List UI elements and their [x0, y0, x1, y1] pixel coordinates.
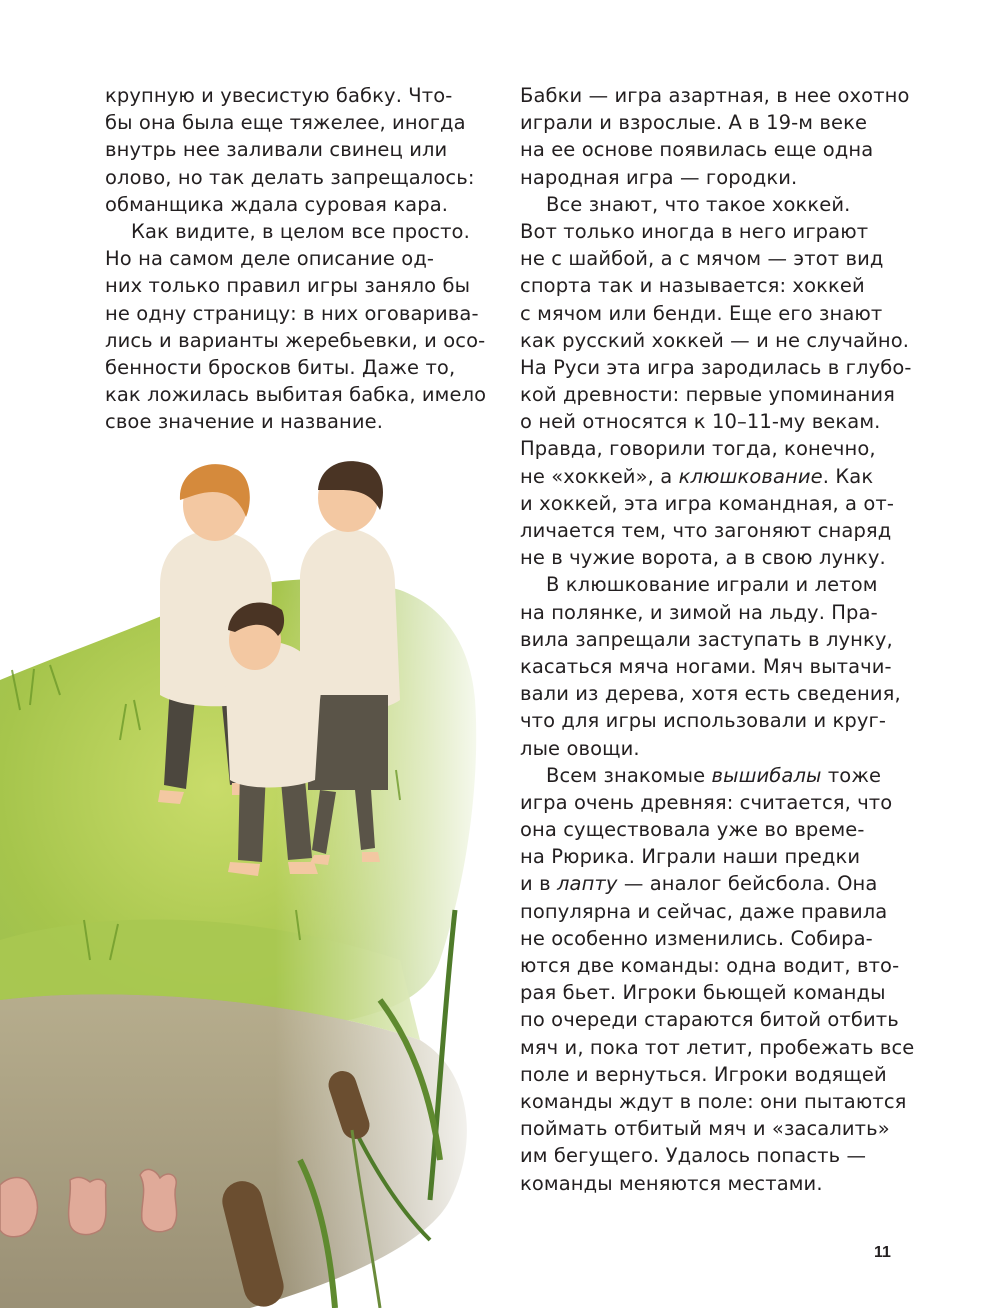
- text-line: с мячом или бенди. Еще его знают: [520, 301, 883, 325]
- text-line: спорта так и называется: хоккей: [520, 274, 865, 298]
- text-line: мяч и, пока тот летит, пробежать все: [520, 1035, 915, 1059]
- text-line: на Рюрика. Играли наши предки: [520, 845, 861, 869]
- text-line: команды меняются местами.: [520, 1171, 823, 1195]
- text-line: популярна и сейчас, даже правила: [520, 899, 888, 923]
- boys-playing-illustration: [0, 440, 500, 1308]
- text-line: Вот только иногда в него играют: [520, 219, 869, 243]
- text-line: лые овощи.: [520, 736, 640, 760]
- italic-term-vyshibaly: вышибалы: [711, 763, 822, 787]
- text-line: она существовала уже во време-: [520, 818, 865, 842]
- text-line: [520, 762, 900, 789]
- right-text-column: [520, 82, 915, 1197]
- text-line: поле и вернуться. Игроки водящей: [520, 1062, 887, 1086]
- text-line: по очереди стараются битой отбить: [520, 1008, 899, 1032]
- text-line: рая бьет. Игроки бьющей команды: [520, 981, 886, 1005]
- text-line: бенности бросков биты. Даже то,: [105, 355, 456, 379]
- text-line: играли и взрослые. А в 19-м веке: [520, 111, 868, 135]
- text-line: В клюшкование играли и летом: [546, 573, 878, 597]
- left-text-column: [105, 82, 485, 435]
- text-line: крупную и увесистую бабку. Что-: [105, 84, 453, 107]
- text-line: обманщика ждала суровая кара.: [105, 192, 449, 216]
- text-line: Но на самом деле описание од-: [105, 247, 435, 271]
- text-run: и в: [520, 872, 557, 896]
- text-run: тоже: [821, 763, 882, 787]
- text-line: о ней относятся к 10–11-му векам.: [520, 410, 881, 434]
- text-line: Бабки — игра азартная, в нее охотно: [520, 84, 910, 107]
- text-run: — аналог бейсбола. Она: [617, 872, 878, 896]
- text-run: . Как: [822, 464, 874, 488]
- text-line: [520, 870, 900, 897]
- text-line: вали из дерева, хотя есть сведения,: [520, 682, 901, 706]
- text-line: не в чужие ворота, а в свою лунку.: [520, 546, 886, 570]
- text-line: На Руси эта игра зародилась в глубо-: [520, 355, 912, 379]
- text-line: вила запрещали заступать в лунку,: [520, 627, 893, 651]
- text-line: игра очень древняя: считается, что: [520, 790, 893, 814]
- text-line: личается тем, что загоняют снаряд: [520, 519, 892, 542]
- page-number: 11: [874, 1244, 891, 1261]
- text-line: олово, но так делать запрещалось:: [105, 165, 475, 189]
- text-line: как русский хоккей — и не случайно.: [520, 328, 910, 352]
- text-line: [520, 463, 900, 490]
- text-line: лись и варианты жеребьевки, и осо-: [105, 328, 486, 352]
- text-line: кой древности: первые упоминания: [520, 383, 895, 407]
- text-run: Всем знакомые: [546, 763, 712, 787]
- text-line: на ее основе появилась еще одна: [520, 138, 874, 162]
- italic-term-klyushkovanie: клюшкование: [678, 464, 823, 488]
- text-line: касаться мяча ногами. Мяч вытачи-: [520, 654, 892, 678]
- text-line: им бегущего. Удалось попасть —: [520, 1144, 867, 1168]
- text-line: народная игра — городки.: [520, 165, 798, 189]
- text-line: как ложилась выбитая бабка, имело: [105, 383, 487, 407]
- text-line: них только правил игры заняло бы: [105, 274, 471, 298]
- text-line: команды ждут в поле: они пытаются: [520, 1089, 907, 1113]
- text-line: внутрь нее заливали свинец или: [105, 138, 448, 162]
- text-line: бы она была еще тяжелее, иногда: [105, 111, 466, 135]
- text-line: что для игры использовали и круг-: [520, 709, 887, 733]
- text-line: Правда, говорили тогда, конечно,: [520, 437, 876, 461]
- text-line: поймать отбитый мяч и «засалить»: [520, 1117, 890, 1141]
- text-line: не особенно изменились. Собира-: [520, 926, 873, 950]
- italic-term-laptu: лапту: [556, 872, 618, 896]
- text-line: не с шайбой, а с мячом — этот вид: [520, 247, 884, 271]
- text-line: не одну страницу: в них оговарива-: [105, 301, 479, 325]
- text-line: ются две команды: одна водит, вто-: [520, 954, 900, 977]
- text-line: и хоккей, эта игра командная, а от-: [520, 491, 895, 515]
- text-line: на полянке, и зимой на льду. Пра-: [520, 600, 878, 624]
- text-line: Как видите, в целом все просто.: [131, 219, 470, 243]
- text-run: не «хоккей», а: [520, 464, 679, 488]
- text-line: свое значение и название.: [105, 410, 384, 434]
- text-line: Все знают, что такое хоккей.: [546, 192, 851, 216]
